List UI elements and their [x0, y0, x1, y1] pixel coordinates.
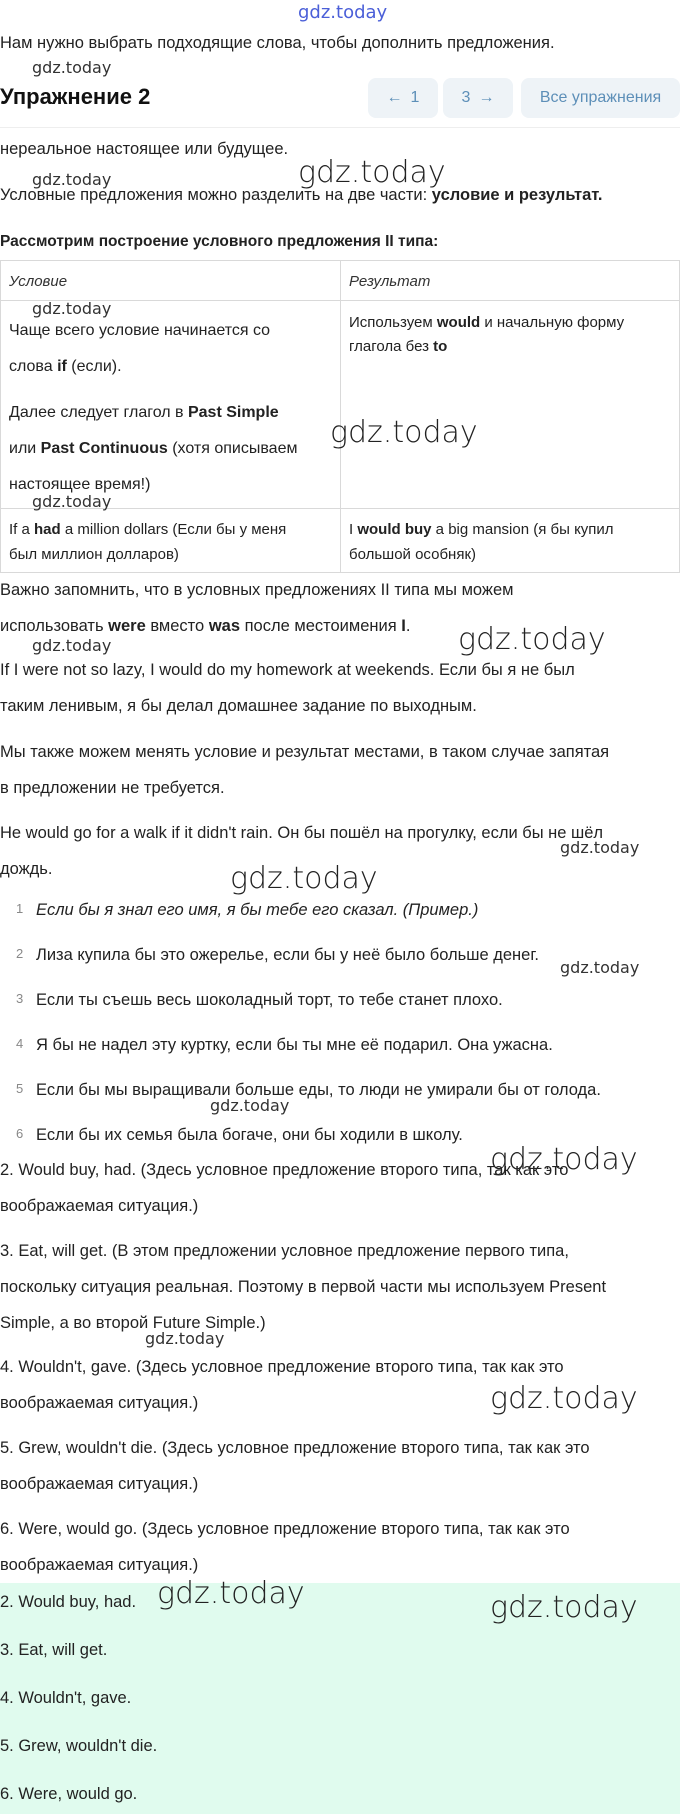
table-cell: Чаще всего условие начинается со слова if (если). Далее следует глагол в Past Simple или Past Continuous (хотя описываем настоящее время!)	[1, 301, 341, 509]
watermark: gdz.today	[490, 1142, 638, 1177]
explanation-text: Simple, а во второй Future Simple.)	[0, 1314, 266, 1332]
answer-line: 3. Eat, will get.	[0, 1641, 108, 1659]
table-header: Результат	[341, 261, 680, 301]
watermark: gdz.today	[560, 958, 640, 977]
watermark: gdz.today	[230, 861, 378, 896]
arrow-left-icon: ←	[386, 89, 403, 106]
explanation-text: 6. Were, would go. (Здесь условное предложение второго типа, так как это	[0, 1520, 570, 1538]
note-text: Важно запомнить, что в условных предложениях II типа мы можем	[0, 581, 514, 599]
next-exercise-button[interactable]: 3 →	[443, 78, 513, 118]
watermark: gdz.today	[32, 636, 112, 655]
answer-line: 5. Grew, wouldn't die.	[0, 1737, 158, 1755]
watermark: gdz.today	[32, 299, 112, 318]
site-watermark: gdz.today	[298, 2, 388, 23]
explanation-text: воображаемая ситуация.)	[0, 1197, 199, 1215]
all-exercises-button[interactable]: Все упражнения	[521, 78, 680, 118]
watermark: gdz.today	[32, 58, 112, 77]
note-text: в предложении не требуется.	[0, 779, 225, 797]
note-text: He would go for a walk if it didn't rain. Он бы пошёл на прогулку, если бы не шёл	[0, 824, 604, 842]
watermark: gdz.today	[210, 1096, 290, 1115]
note-text: использовать were вместо was после местоимения I.	[0, 617, 411, 635]
answer-line: 6. Were, would go.	[0, 1785, 138, 1803]
explanation-text: 5. Grew, wouldn't die. (Здесь условное предложение второго типа, так как это	[0, 1439, 590, 1457]
watermark: gdz.today	[145, 1329, 225, 1348]
section-subheading: Рассмотрим построение условного предложения II типа:	[0, 233, 439, 250]
watermark: gdz.today	[32, 492, 112, 511]
explanation-text: воображаемая ситуация.)	[0, 1556, 199, 1574]
theory-line: нереальное настоящее или будущее.	[0, 140, 289, 158]
table-header: Условие	[1, 261, 341, 301]
answer-line: 2. Would buy, had.	[0, 1593, 137, 1611]
watermark: gdz.today	[490, 1590, 638, 1625]
intro-text: Нам нужно выбрать подходящие слова, чтобы дополнить предложения.	[0, 34, 555, 52]
table-cell: I would buy a big mansion (я бы купил большой особняк)	[341, 509, 680, 573]
exercise-header	[0, 68, 680, 128]
arrow-right-icon: →	[478, 89, 495, 106]
watermark: gdz.today	[298, 155, 446, 190]
table-cell: If a had a million dollars (Если бы у меня был миллион долларов)	[1, 509, 341, 573]
explanation-text: 4. Wouldn't, gave. (Здесь условное предложение второго типа, так как это	[0, 1358, 564, 1376]
explanation-text: 2. Would buy, had. (Здесь условное предложение второго типа, так как это	[0, 1161, 569, 1179]
watermark: gdz.today	[32, 170, 112, 189]
watermark: gdz.today	[490, 1381, 638, 1416]
explanation-text: 3. Eat, will get. (В этом предложении условное предложение первого типа,	[0, 1242, 569, 1260]
prev-exercise-button[interactable]: ← 1	[368, 78, 438, 118]
theory-line: Условные предложения можно разделить на две части: условие и результат.	[0, 186, 603, 204]
explanation-text: воображаемая ситуация.)	[0, 1475, 199, 1493]
note-text: таким ленивым, я бы делал домашнее задание по выходным.	[0, 697, 477, 715]
watermark: gdz.today	[157, 1576, 305, 1611]
explanation-text: поскольку ситуация реальная. Поэтому в первой части мы используем Present	[0, 1278, 607, 1296]
explanation-text: воображаемая ситуация.)	[0, 1394, 199, 1412]
note-text: Мы также можем менять условие и результат местами, в таком случае запятая	[0, 743, 610, 761]
answer-line: 4. Wouldn't, gave.	[0, 1689, 132, 1707]
watermark: gdz.today	[330, 415, 478, 450]
note-text: If I were not so lazy, I would do my homework at weekends. Если бы я не был	[0, 661, 575, 679]
watermark: gdz.today	[560, 838, 640, 857]
watermark: gdz.today	[458, 622, 606, 657]
note-text: дождь.	[0, 860, 53, 878]
table-cell: Используем would и начальную форму глагола без to	[341, 301, 680, 509]
page-title: Упражнение 2	[0, 84, 151, 109]
